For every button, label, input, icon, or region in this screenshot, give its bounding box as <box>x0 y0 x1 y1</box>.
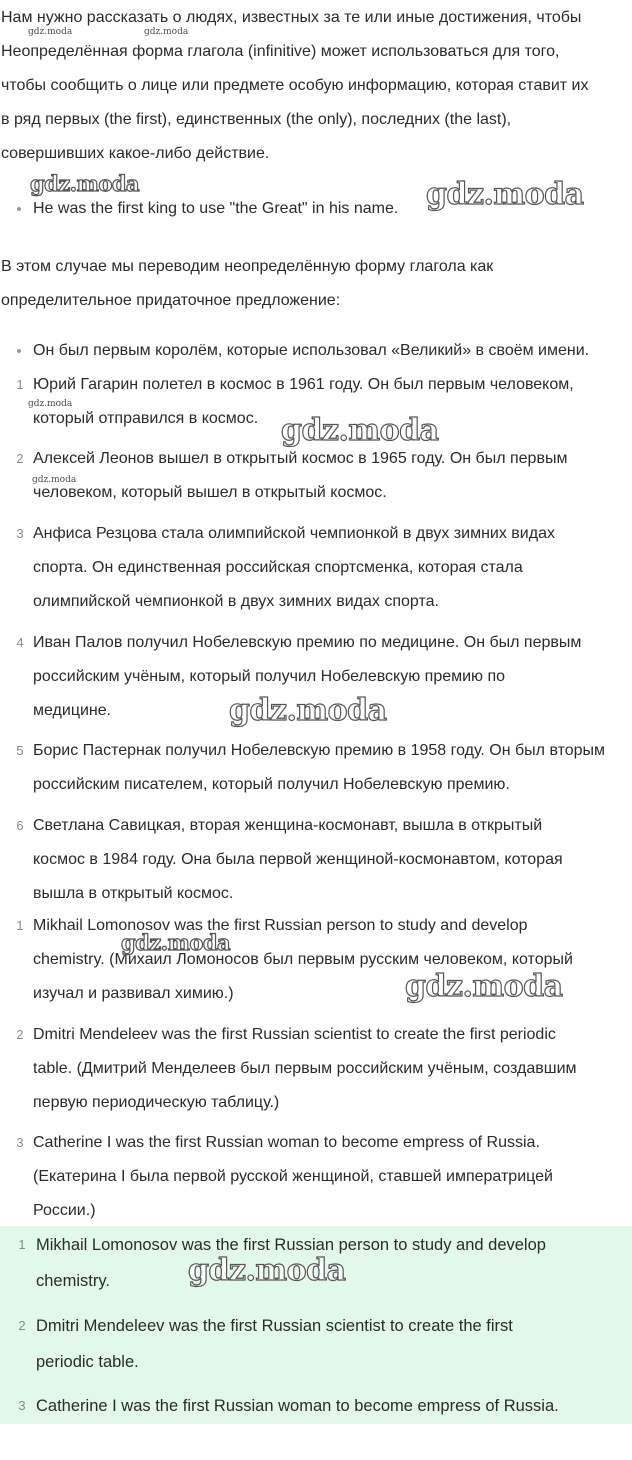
answer-item <box>18 1227 626 1299</box>
answer-item <box>18 1388 626 1424</box>
watermark: gdz.moda <box>281 413 439 448</box>
item-line: Светлана Савицкая, вторая женщина-космонавт, вышла в открытый <box>33 817 543 834</box>
item-line: олимпийской чемпионкой в двух зимних видах спорта. <box>33 593 439 610</box>
item-line: Иван Палов получил Нобелевскую премию по медицине. Он был первым <box>33 634 582 651</box>
item-number: 3 <box>16 1135 24 1150</box>
item-line: chemistry. (Михаил Ломоносов был первым русским человеком, который <box>33 951 573 968</box>
item-number: 1 <box>16 377 24 392</box>
watermark: gdz.moda <box>229 693 387 728</box>
list-item <box>16 517 627 619</box>
item-line: Mikhail Lomonosov was the first Russian person to study and develop <box>33 917 528 934</box>
watermark: gdz.moda <box>30 171 140 196</box>
item-line: (Екатерина I была первой русской женщиной, ставшей императрицей <box>33 1168 553 1185</box>
item-line: table. (Дмитрий Менделеев был первым российским учёным, создавшим <box>33 1060 577 1077</box>
item-number: 1 <box>16 918 24 933</box>
intro-paragraph <box>1 1 629 171</box>
example-bullet: He was the first king to use "the Great" in his name. <box>33 192 629 226</box>
item-number: 2 <box>16 451 24 466</box>
answer-item <box>18 1308 626 1380</box>
item-line: Алексей Леонов вышел в открытый космос в 1965 году. Он был первым <box>33 450 568 467</box>
intro-line: в ряд первых (the first), единственных (the only), последних (the last), <box>1 111 512 128</box>
list-item <box>16 734 627 802</box>
watermark: gdz.moda <box>28 399 73 409</box>
item-number: 2 <box>18 1318 26 1333</box>
list-item <box>16 442 627 510</box>
answer-line: chemistry. <box>36 1272 110 1290</box>
translation-intro-line: В этом случае мы переводим неопределённую форму глагола как <box>1 258 494 275</box>
item-line: Catherine I was the first Russian woman to become empress of Russia. <box>33 1134 540 1151</box>
item-line: России.) <box>33 1202 96 1219</box>
item-line: изучал и развивал химию.) <box>33 985 234 1002</box>
item-line: Dmitri Mendeleev was the first Russian scientist to create the first periodic <box>33 1026 556 1043</box>
watermark: gdz.moda <box>28 27 73 37</box>
answer-line: Catherine I was the first Russian woman to become empress of Russia. <box>36 1397 559 1415</box>
list-item <box>16 1126 627 1228</box>
watermark: gdz.moda <box>144 27 189 37</box>
list-item <box>16 809 627 911</box>
answer-line: periodic table. <box>36 1353 139 1371</box>
list-item <box>16 909 627 1011</box>
translation-bullet: Он был первым королём, которые использовал «Великий» в своём имени. <box>33 334 629 368</box>
item-number: 3 <box>18 1398 26 1413</box>
watermark: gdz.moda <box>121 930 231 955</box>
item-number: 4 <box>16 635 24 650</box>
item-number: 5 <box>16 743 24 758</box>
item-number: 1 <box>18 1237 26 1252</box>
intro-line: Неопределённая форма глагола (infinitive) может использоваться для того, <box>1 43 560 60</box>
translation-intro <box>1 250 629 318</box>
item-line: первую периодическую таблицу.) <box>33 1094 280 1111</box>
item-line: российским учёным, который получил Нобелевскую премию по <box>33 668 506 685</box>
answer-box <box>0 1226 632 1424</box>
item-line: который отправился в космос. <box>33 410 259 427</box>
item-line: медицине. <box>33 702 112 719</box>
intro-line: совершивших какое-либо действие. <box>1 145 270 162</box>
list-item <box>16 1018 627 1120</box>
intro-line: чтобы сообщить о лице или предмете особую информацию, которая ставит их <box>1 77 589 94</box>
translation-intro-line: определительное придаточное предложение: <box>1 292 341 309</box>
watermark: gdz.moda <box>426 177 584 212</box>
list-item <box>16 368 627 436</box>
answer-line: Mikhail Lomonosov was the first Russian person to study and develop <box>36 1236 546 1254</box>
watermark: gdz.moda <box>188 1253 346 1288</box>
item-line: Юрий Гагарин полетел в космос в 1961 году. Он был первым человеком, <box>33 376 574 393</box>
item-line: Анфиса Резцова стала олимпийской чемпионкой в двух зимних видах <box>33 525 555 542</box>
item-line: вышла в открытый космос. <box>33 885 234 902</box>
watermark: gdz.moda <box>32 475 77 485</box>
item-line: космос в 1984 году. Она была первой женщиной-космонавтом, которая <box>33 851 563 868</box>
item-line: Борис Пастернак получил Нобелевскую премию в 1958 году. Он был вторым <box>33 742 606 759</box>
item-line: российским писателем, который получил Нобелевскую премию. <box>33 776 510 793</box>
item-number: 6 <box>16 818 24 833</box>
watermark: gdz.moda <box>405 969 563 1004</box>
item-number: 2 <box>16 1027 24 1042</box>
item-number: 3 <box>16 526 24 541</box>
item-line: спорта. Он единственная российская спортсменка, которая стала <box>33 559 523 576</box>
item-line: человеком, который вышел в открытый космос. <box>33 484 387 501</box>
list-item <box>16 626 627 728</box>
answer-line: Dmitri Mendeleev was the first Russian scientist to create the first <box>36 1317 513 1335</box>
intro-line: Нам нужно рассказать о людях, известных за те или иные достижения, чтобы <box>1 9 582 26</box>
